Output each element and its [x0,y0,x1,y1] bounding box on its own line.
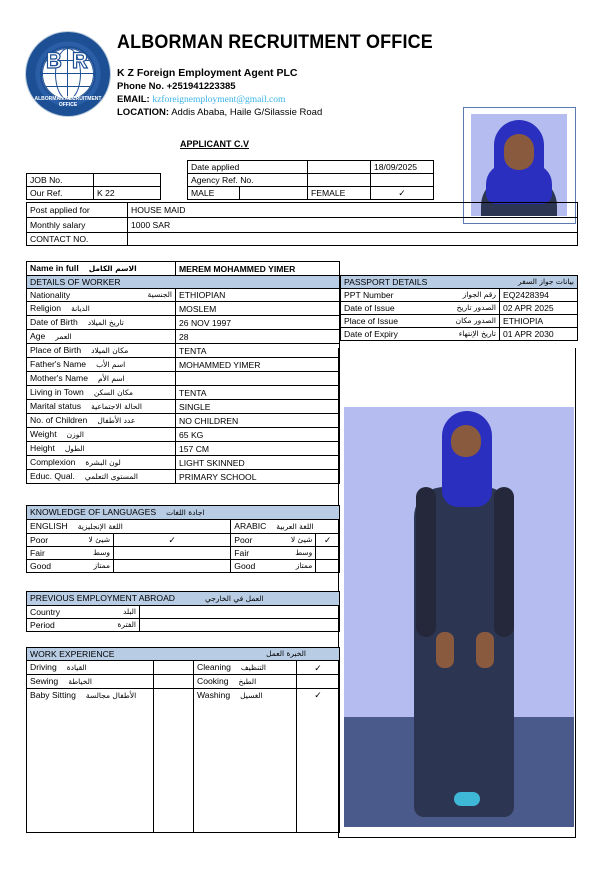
passport-row-value: 01 APR 2030 [500,328,578,341]
worker-row-value: SINGLE [176,400,340,414]
job-no-value [94,174,161,187]
passport-row-label: PPT Number رقم الجواز [341,289,500,302]
post-value: HOUSE MAID [128,203,578,218]
worker-row-value: ETHIOPIAN [176,289,340,302]
worker-row-label: Father's Name اسم الأب [27,358,176,372]
languages-table [26,505,340,573]
passport-row-label: Date of Expiry تاريخ الإنتهاء [341,328,500,341]
arabic-level-check [316,560,340,573]
application-info-table [187,160,434,200]
male-value [240,187,308,200]
company-location: LOCATION: Addis Ababa, Haile G/Silassie Road [117,107,323,118]
passport-table [340,275,578,341]
worker-row-value: MOSLEM [176,302,340,316]
company-subtitle: K Z Foreign Employment Agent PLC [117,67,298,79]
arabic-level-check [316,547,340,560]
date-applied-label: Date applied [188,161,308,174]
experience-left-check [154,675,194,689]
document-title: APPLICANT C.V [180,139,250,149]
english-level-check: ✓ [114,534,231,547]
company-phone: Phone No. +251941223385 [117,81,236,92]
reference-table [26,173,161,200]
employment-row-label: Period الفترة [27,619,140,632]
worker-row-label: Height الطول [27,442,176,456]
languages-heading: KNOWLEDGE OF LANGUAGES اجادة اللغات [27,506,340,520]
experience-heading: WORK EXPERIENCE الخبرة العمل [27,648,340,661]
arabic-level-label: Good ممتاز [231,560,316,573]
worker-row-value: TENTA [176,386,340,400]
employment-heading: PREVIOUS EMPLOYMENT ABROAD العمل في الخارجي [27,592,340,606]
passport-row-value: EQ2428394 [500,289,578,302]
email-link[interactable]: kzforeignemployment@gmail.com [152,95,286,105]
applicant-full-body-photo [344,407,574,827]
worker-row-label: Marital status الحالة الاجتماعية [27,400,176,414]
salary-value: 1000 SAR [128,218,578,233]
passport-row-value: ETHIOPIA [500,315,578,328]
employment-table [26,591,340,632]
arabic-level-label: Poor شيئ لا [231,534,316,547]
experience-left-label: Driving القيادة [27,661,154,675]
experience-right-label: Washing الغسيل [194,689,297,833]
worker-row-label: Age العمر [27,330,176,344]
experience-left-label: Baby Sitting الأطفال مجالسة [27,689,154,833]
contact-label: CONTACT NO. [27,233,128,246]
logo-ring-text: ALBORMAN RECRUITMENT OFFICE [34,96,102,108]
experience-left-check [154,689,194,833]
company-title: ALBORMAN RECRUITMENT OFFICE [117,31,433,53]
female-label: FEMALE [308,187,371,200]
experience-right-check: ✓ [297,661,340,675]
english-level-check [114,560,231,573]
our-ref-value: K 22 [94,187,161,200]
company-email: EMAIL: kzforeignemployment@gmail.com [117,94,286,105]
worker-row-value: 65 KG [176,428,340,442]
worker-row-label: Complexion لون البشرة [27,456,176,470]
worker-row-value [176,372,340,386]
experience-right-check [297,675,340,689]
worker-row-label: Mother's Name اسم الأم [27,372,176,386]
arabic-level-check: ✓ [316,534,340,547]
passport-row-label: Date of Issue الصدور تاريخ [341,302,500,315]
contact-value [128,233,578,246]
worker-row-value: PRIMARY SCHOOL [176,470,340,484]
english-level-check [114,547,231,560]
experience-right-label: Cleaning التنظيف [194,661,297,675]
arabic-level-label: Fair وسط [231,547,316,560]
name-label: Name in full الاسم الكامل [27,262,176,276]
experience-right-label: Cooking الطبخ [194,675,297,689]
english-level-label: Poor شيئ لا [27,534,114,547]
worker-row-label: Living in Town مكان السكن [27,386,176,400]
worker-row-label: Religion الديانة [27,302,176,316]
worker-row-label: Educ. Qual. المستوى التعلمي [27,470,176,484]
our-ref-label: Our Ref. [27,187,94,200]
employment-row-value [140,619,340,632]
worker-row-label: No. of Children عدد الأطفال [27,414,176,428]
worker-row-value: NO CHILDREN [176,414,340,428]
male-label: MALE [188,187,240,200]
employment-row-value [140,606,340,619]
logo-initials: B R [46,48,90,73]
worker-row-value: LIGHT SKINNED [176,456,340,470]
worker-row-value: 28 [176,330,340,344]
experience-left-check [154,661,194,675]
worker-row-label: Weight الوزن [27,428,176,442]
worker-row-label: Date of Birth تاريخ الميلاد [27,316,176,330]
experience-right-check: ✓ [297,689,340,833]
date-applied-value: 18/09/2025 [371,161,434,174]
post-label: Post applied for [27,203,128,218]
passport-heading: PASSPORT DETAILS بيانات جواز السفر [341,276,578,289]
experience-left-label: Sewing الخياطة [27,675,154,689]
employment-row-label: Country البلد [27,606,140,619]
english-level-label: Good ممتاز [27,560,114,573]
english-header: ENGLISH اللغة الإنجليزية [27,520,231,534]
agency-ref-label: Agency Ref. No. [188,174,308,187]
agency-ref-value [371,174,434,187]
work-experience-table [26,647,340,833]
worker-row-value: 26 NOV 1997 [176,316,340,330]
worker-row-label: Place of Birth مكان الميلاد [27,344,176,358]
passport-row-value: 02 APR 2025 [500,302,578,315]
worker-row-value: 157 CM [176,442,340,456]
name-value: MEREM MOHAMMED YIMER [176,262,340,276]
worker-details-table [26,261,340,484]
job-no-label: JOB No. [27,174,94,187]
female-check: ✓ [371,187,434,200]
worker-row-value: MOHAMMED YIMER [176,358,340,372]
salary-label: Monthly salary [27,218,128,233]
passport-row-label: Place of Issue الصدور مكان [341,315,500,328]
worker-row-value: TENTA [176,344,340,358]
arabic-header: ARABIC اللغة العربية [231,520,340,534]
company-logo [26,32,110,116]
english-level-label: Fair وسط [27,547,114,560]
worker-row-label: Nationality الجنسية [27,289,176,302]
worker-heading: DETAILS OF WORKER [27,276,340,289]
